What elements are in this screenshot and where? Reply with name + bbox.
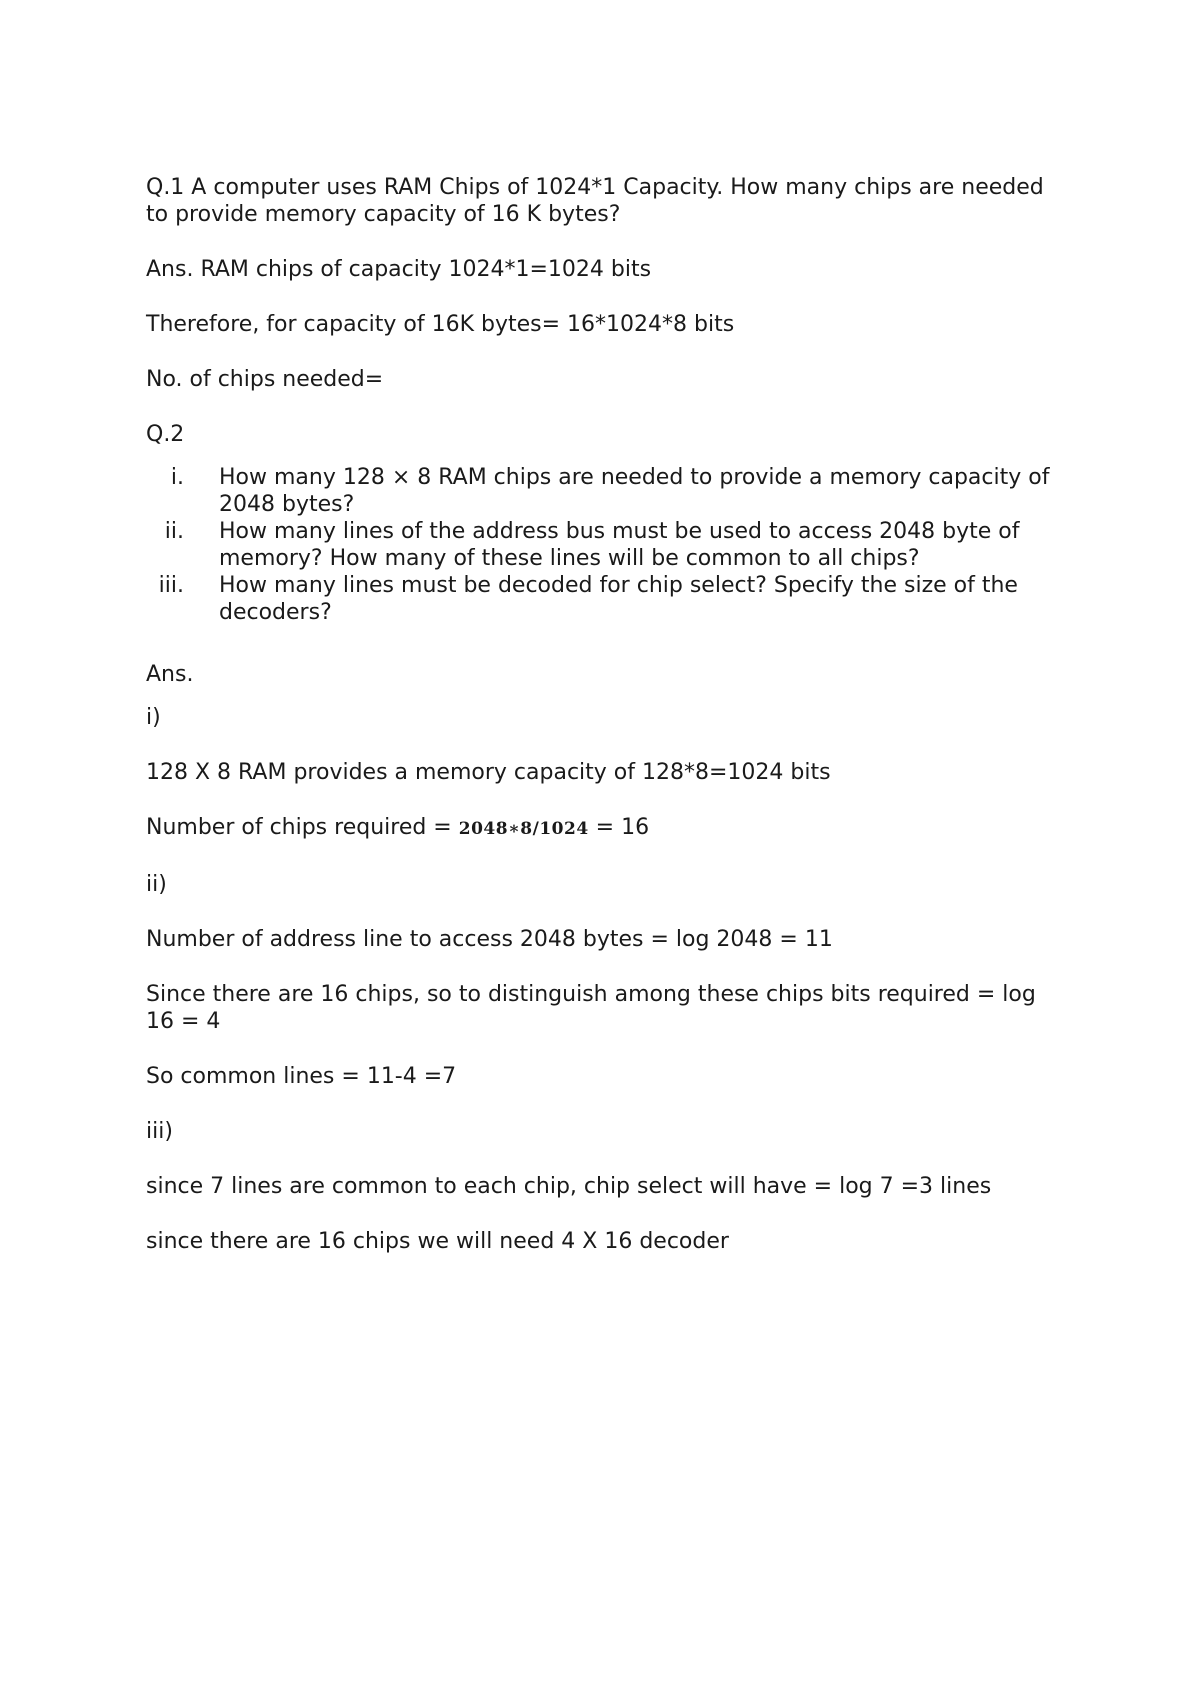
list-item-text: How many 128 × 8 RAM chips are needed to provide a memory capacity of 2048 bytes? [219,465,1050,517]
part-ii-label: ii) [146,872,167,897]
list-marker: i. [170,465,184,490]
q2-ans-label: Ans. [146,662,194,687]
part-iii-label: iii) [146,1119,173,1144]
q1-therefore: Therefore, for capacity of 16K bytes= 16*1024*8 bits [146,312,735,337]
list-item [146,464,1066,518]
list-marker: ii. [164,519,184,544]
q2-label: Q.2 [146,422,185,447]
list-item [146,572,1066,626]
list-item-text: How many lines must be decoded for chip select? Specify the size of the decoders? [219,573,1018,625]
part-i-line2-prefix: Number of chips required = [146,815,459,840]
part-iii-line2: since there are 16 chips we will need 4 X 16 decoder [146,1229,729,1254]
part-ii-line2: Since there are 16 chips, so to distinguish among these chips bits required = log 16 = 4 [146,982,1036,1034]
part-i-line1: 128 X 8 RAM provides a memory capacity of 128*8=1024 bits [146,760,831,785]
q1-question: Q.1 A computer uses RAM Chips of 1024*1 Capacity. How many chips are needed to provide memory capacity of 16 K bytes? [146,175,1044,227]
fraction-expression: 2048∗8/1024 [458,819,589,839]
part-i-line2 [146,814,1066,843]
part-ii-line1: Number of address line to access 2048 bytes = log 2048 = 11 [146,927,833,952]
part-iii-line1: since 7 lines are common to each chip, chip select will have = log 7 =3 lines [146,1174,992,1199]
part-ii-line3: So common lines = 11-4 =7 [146,1064,457,1089]
q2-question-list [146,464,1066,626]
q1-chips-needed: No. of chips needed= [146,367,384,392]
part-i-label: i) [146,705,161,730]
part-i-line2-suffix: = 16 [588,815,650,840]
list-item [146,518,1066,572]
list-item-text: How many lines of the address bus must be used to access 2048 byte of memory? How many of these lines will be common to all chips? [219,519,1020,571]
list-marker: iii. [158,573,184,598]
q1-answer: Ans. RAM chips of capacity 1024*1=1024 bits [146,257,652,282]
document-page [146,174,1066,1283]
